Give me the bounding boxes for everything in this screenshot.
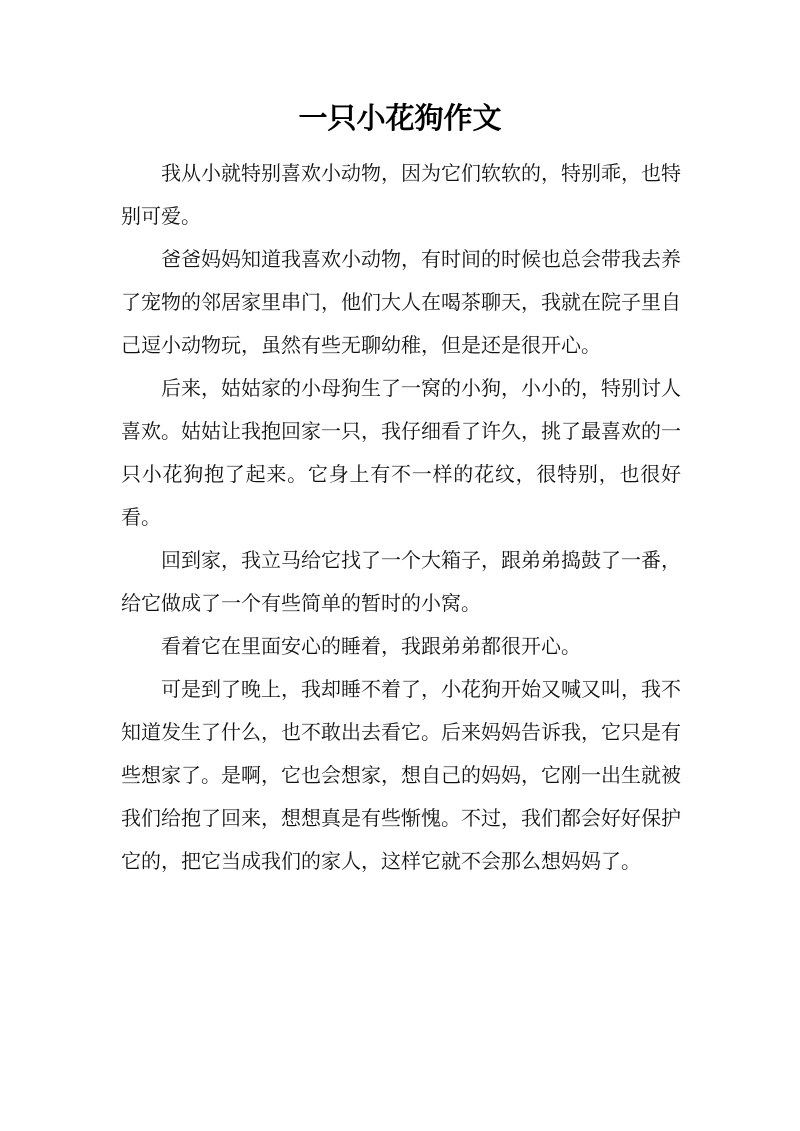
paragraph-1: 我从小就特别喜欢小动物，因为它们软软的，特别乖，也特别可爱。 bbox=[121, 161, 681, 228]
paragraph-6: 可是到了晚上，我却睡不着了，小花狗开始又喊又叫，我不知道发生了什么，也不敢出去看它。后来妈妈告诉我，它只是有些想家了。是啊，它也会想家，想自己的妈妈，它刚一出生就被我们给抱了回来，想想真是有些惭愧。不过，我们都会好好保护它的，把它当成我们的家人，这样它就不会那么想妈妈了。 bbox=[121, 677, 681, 873]
document-title: 一只小花狗作文 bbox=[298, 101, 502, 135]
paragraph-5: 看着它在里面安心的睡着，我跟弟弟都很开心。 bbox=[161, 634, 581, 658]
paragraph-4: 回到家，我立马给它找了一个大箱子，跟弟弟捣鼓了一番，给它做成了一个有些简单的暂时的小窝。 bbox=[121, 548, 681, 615]
paragraph-2: 爸爸妈妈知道我喜欢小动物，有时间的时候也总会带我去养了宠物的邻居家里串门，他们大人在喝茶聊天，我就在院子里自己逗小动物玩，虽然有些无聊幼稚，但是还是很开心。 bbox=[121, 247, 681, 357]
paragraph-3: 后来，姑姑家的小母狗生了一窝的小狗，小小的，特别讨人喜欢。姑姑让我抱回家一只，我仔细看了许久，挑了最喜欢的一只小花狗抱了起来。它身上有不一样的花纹，很特别，也很好看。 bbox=[121, 376, 681, 529]
document-body bbox=[121, 152, 681, 883]
